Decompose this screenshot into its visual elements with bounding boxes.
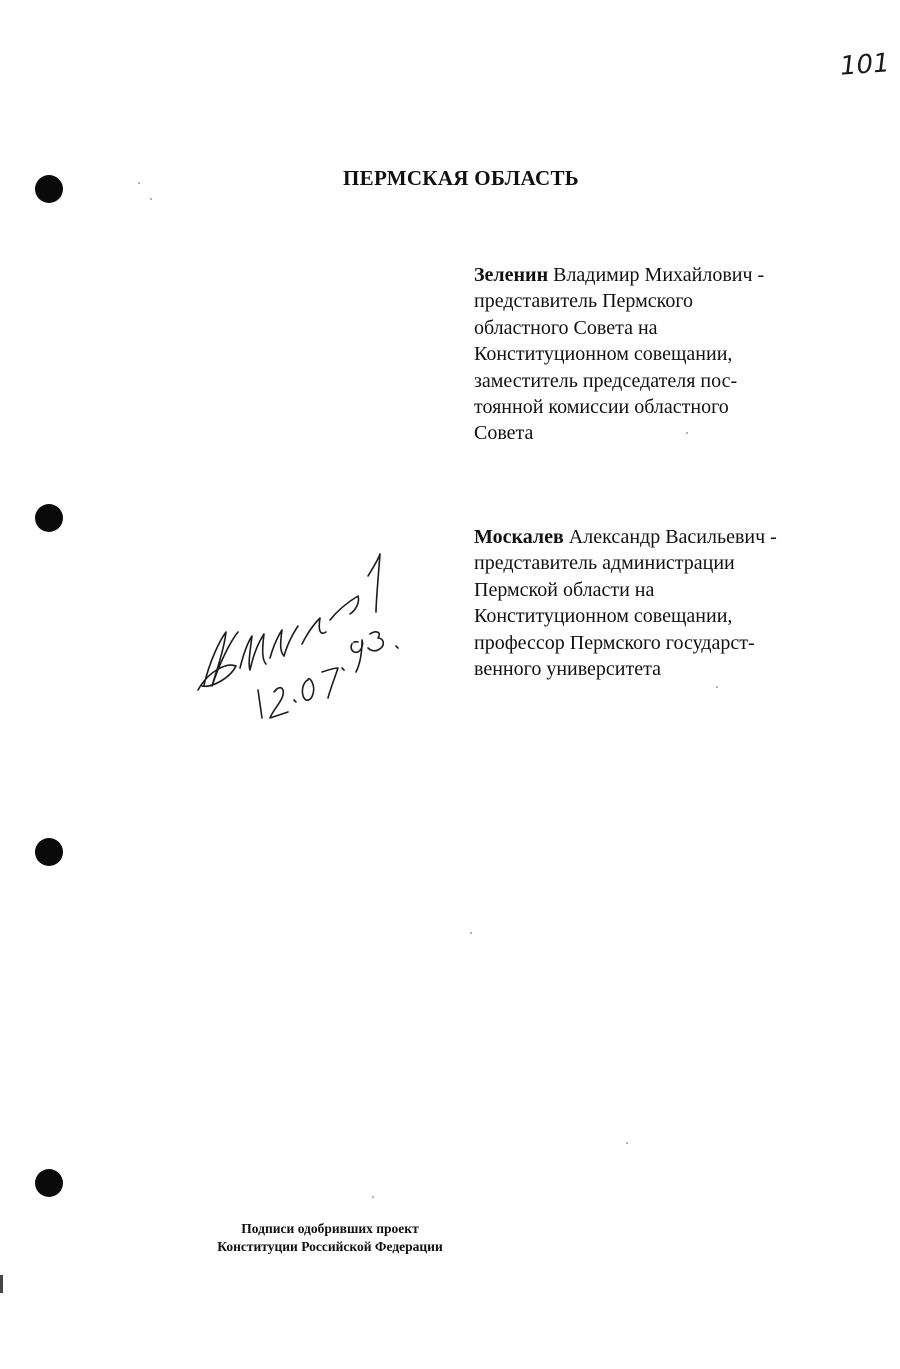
punch-hole <box>35 838 63 866</box>
punch-hole <box>35 504 63 532</box>
scan-speck <box>626 1142 628 1144</box>
scan-speck <box>686 432 688 434</box>
page-number: 101 <box>839 48 891 82</box>
person-description-line: представитель администрации <box>474 552 735 575</box>
person-description-line: профессор Пермского государст- <box>474 631 755 654</box>
person-given-names: Александр Васильевич - <box>568 526 777 548</box>
person-surname: Зеленин <box>474 264 549 286</box>
region-title: ПЕРМСКАЯ ОБЛАСТЬ <box>343 166 579 190</box>
person-entry <box>474 524 814 682</box>
person-description-line: Конституционном совещании, <box>474 605 733 628</box>
person-description-line: заместитель председателя пос- <box>474 369 738 392</box>
handwritten-signature <box>190 540 420 730</box>
scan-speck <box>716 686 718 688</box>
scan-speck <box>150 198 152 200</box>
person-description-line: областного Совета на <box>474 316 658 339</box>
person-name-line <box>474 524 814 550</box>
footer-caption <box>190 1220 470 1256</box>
person-name-line <box>474 262 814 288</box>
scan-speck <box>352 642 354 644</box>
person-description-line: представитель Пермского <box>474 290 694 313</box>
person-surname: Москалев <box>474 526 564 548</box>
scan-edge-mark <box>0 1275 3 1293</box>
punch-hole <box>35 1169 63 1197</box>
person-description-line: венного университета <box>474 658 661 681</box>
person-entry <box>474 262 814 447</box>
scan-speck <box>372 1196 374 1198</box>
person-description-line: Пермской области на <box>474 578 655 601</box>
person-description-line: Конституционном совещании, <box>474 343 733 366</box>
scan-speck <box>470 932 472 934</box>
footer-line: Подписи одобривших проект <box>241 1221 419 1236</box>
person-description-line: тоянной комиссии областного <box>474 396 729 419</box>
person-description-line: Совета <box>474 422 534 445</box>
footer-line: Конституции Российской Федерации <box>217 1239 443 1254</box>
scan-speck <box>138 182 140 184</box>
person-given-names: Владимир Михайлович - <box>553 264 765 286</box>
